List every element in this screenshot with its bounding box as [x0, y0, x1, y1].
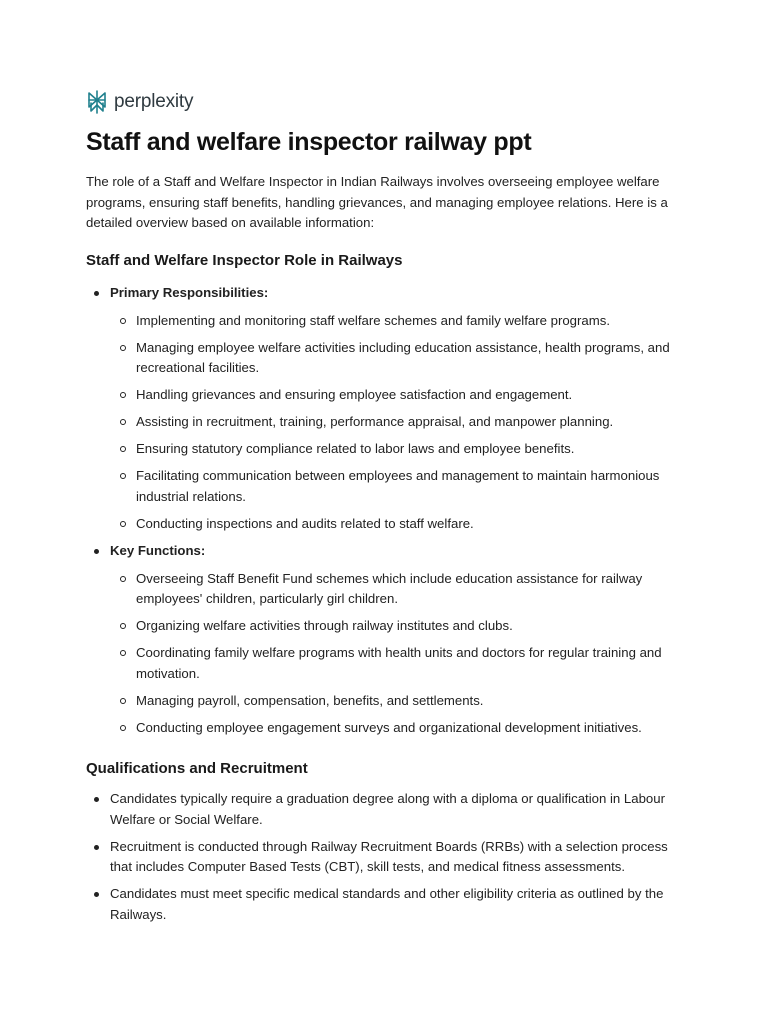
- qualifications-list: [86, 789, 686, 925]
- responsibilities-sublist: [110, 311, 686, 535]
- functions-sublist: [110, 569, 686, 739]
- list-item: Handling grievances and ensuring employee satisfaction and engagement.: [110, 385, 686, 406]
- group-label: Key Functions:: [110, 543, 206, 558]
- role-group-functions: [86, 541, 686, 738]
- role-list: [86, 283, 686, 738]
- role-group-responsibilities: [86, 283, 686, 534]
- section-heading-qualifications: Qualifications and Recruitment: [86, 760, 308, 777]
- group-label: Primary Responsibilities:: [110, 285, 269, 300]
- list-item: Coordinating family welfare programs with health units and doctors for regular training and motivation.: [110, 643, 686, 684]
- section-heading-role: Staff and Welfare Inspector Role in Railways: [86, 252, 403, 269]
- list-item: Ensuring statutory compliance related to labor laws and employee benefits.: [110, 439, 686, 460]
- perplexity-logo-icon: [86, 90, 108, 114]
- list-item: Candidates typically require a graduation degree along with a diploma or qualification in Labour Welfare or Social Welfare.: [86, 789, 686, 830]
- list-item: Assisting in recruitment, training, performance appraisal, and manpower planning.: [110, 412, 686, 433]
- page-title: Staff and welfare inspector railway ppt: [86, 128, 532, 156]
- list-item: Managing employee welfare activities including education assistance, health programs, and recreational facilities.: [110, 338, 686, 379]
- list-item: Organizing welfare activities through railway institutes and clubs.: [110, 616, 686, 637]
- intro-paragraph: The role of a Staff and Welfare Inspector in Indian Railways involves overseeing employee welfare programs, ensuring staff benefits, handling grievances, and managing employee relations. Here is a detailed overview based on available information:: [86, 174, 668, 230]
- list-item: Conducting employee engagement surveys and organizational development initiatives.: [110, 718, 686, 739]
- list-item: Overseeing Staff Benefit Fund schemes which include education assistance for railway employees' children, particularly girl children.: [110, 569, 686, 610]
- list-item: Implementing and monitoring staff welfare schemes and family welfare programs.: [110, 311, 686, 332]
- list-item: Conducting inspections and audits related to staff welfare.: [110, 514, 686, 535]
- list-item: Candidates must meet specific medical standards and other eligibility criteria as outlined by the Railways.: [86, 884, 686, 925]
- list-item: Facilitating communication between employees and management to maintain harmonious industrial relations.: [110, 466, 686, 507]
- list-item: Recruitment is conducted through Railway Recruitment Boards (RRBs) with a selection process that includes Computer Based Tests (CBT), skill tests, and medical fitness assessments.: [86, 837, 686, 878]
- brand-name: perplexity: [114, 91, 194, 112]
- list-item: Managing payroll, compensation, benefits, and settlements.: [110, 691, 686, 712]
- brand-logo[interactable]: [86, 90, 193, 114]
- content-body: [86, 252, 686, 925]
